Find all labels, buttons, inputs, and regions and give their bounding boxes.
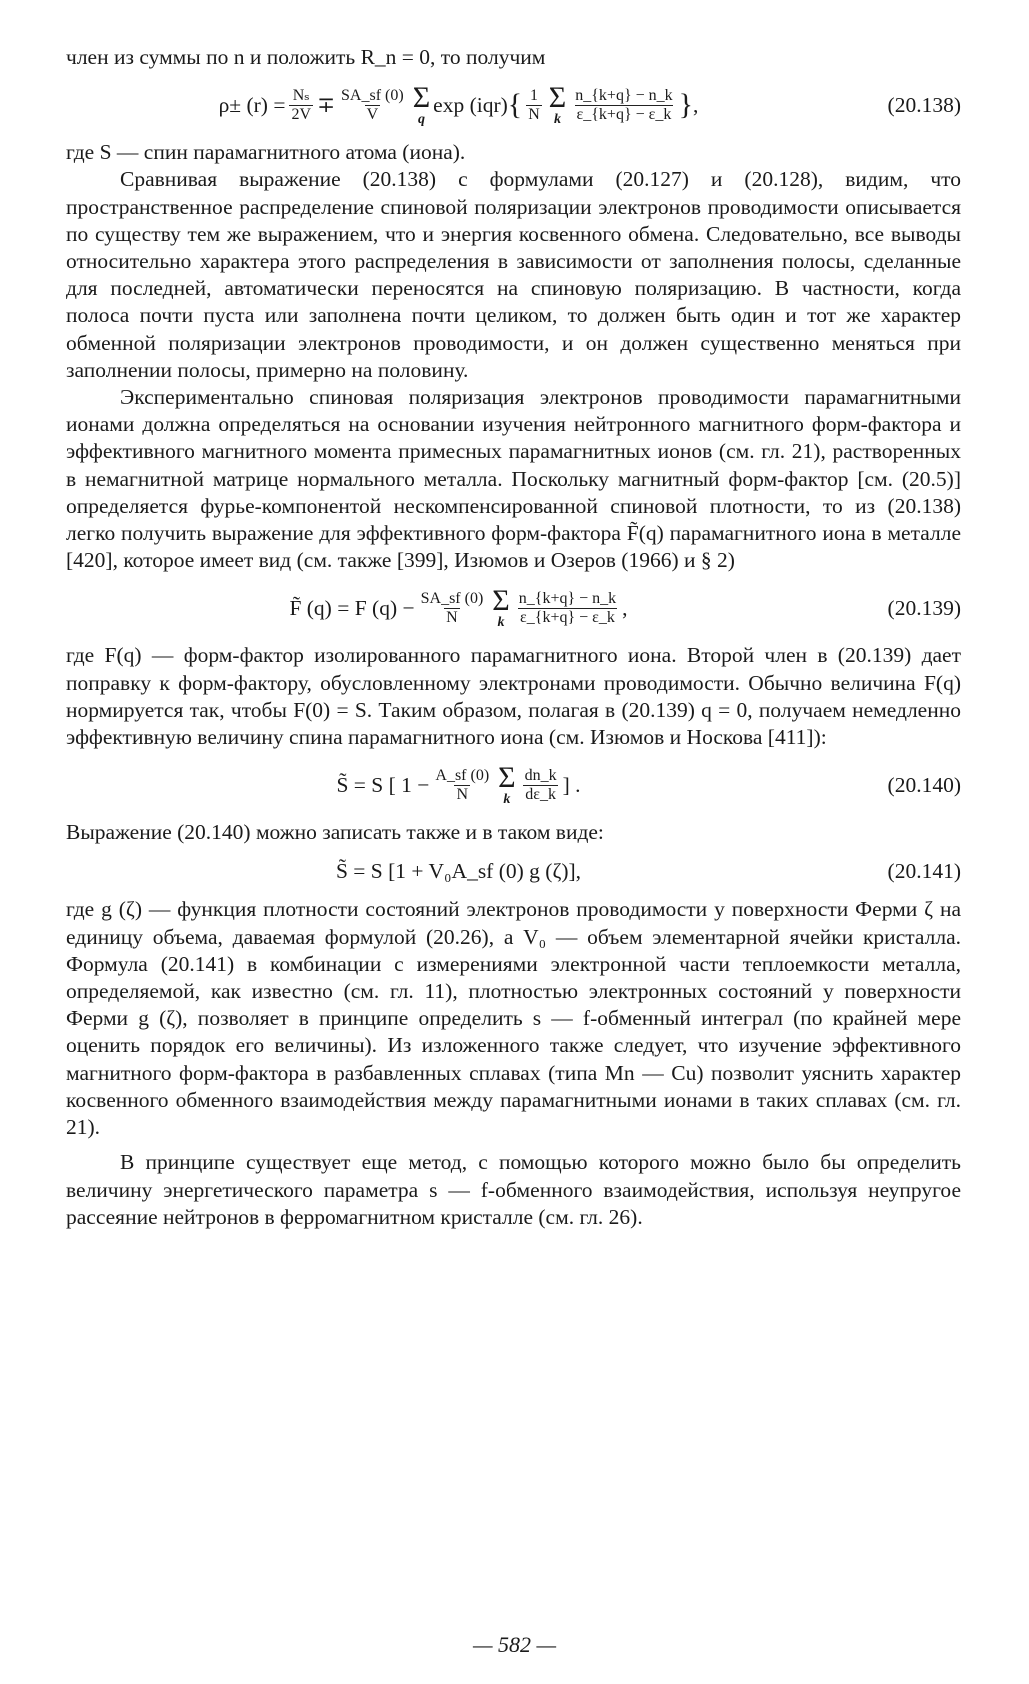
equation-number: (20.139): [887, 595, 961, 620]
fraction: [339, 87, 406, 124]
paragraph: Сравнивая выражение (20.138) с формулами (20.127) и (20.128), видим, что пространственное распределение спиновой поляризации электронов проводимости описывается по существу тем же выражением, что и энергия косвенного обмена. Следовательно, все выводы относительно характера этого распределения в зависимости от заполнения полосы, сделанные для последней, автоматически переносятся на спиновую поляризацию. В частности, когда полоса почти пуста или заполнена почти целиком, то должен быть один и тот же характер обменной поляризации электронов проводимости, и он должен существенно меняться при заполнении полосы, примерно на половину.: [66, 167, 961, 382]
equation-body: S̃ = S [1 + V₀A_sf (0) g (ζ)],: [335, 858, 582, 883]
paragraph: где F(q) — форм-фактор изолированного парамагнитного иона. Второй член в (20.139) дает поправку к форм-фактору, обусловленному электронами проводимости. Обычно величина F(q) нормируется так, чтобы F(0) = S. Таким образом, полагая в (20.139) q = 0, получаем немедленно эффективную величину спина парамагнитного иона (см. Изюмов и Носкова [411]):: [66, 643, 961, 750]
fraction-denominator: V: [366, 105, 379, 123]
equation-20-139: [66, 574, 961, 642]
fraction-numerator: SA_sf (0): [341, 86, 404, 104]
sum-sign: Σ k: [498, 761, 516, 808]
fraction: [573, 87, 674, 124]
fraction-denominator: dε_k: [525, 785, 556, 803]
eq-operator: ∓: [317, 92, 336, 117]
eq-lhs: F̃ (q) = F (q) −: [289, 595, 415, 620]
page-number: — 582 —: [472, 1632, 557, 1657]
fraction: [517, 590, 618, 627]
fraction: [289, 87, 313, 124]
fraction-denominator: N: [446, 608, 458, 626]
fraction-numerator: Nₛ: [292, 86, 310, 104]
eq-lhs: ρ± (r) =: [218, 92, 286, 117]
equation-number: (20.140): [887, 772, 961, 797]
sum-sign: Σ q: [412, 81, 431, 128]
fraction-denominator: 2V: [291, 105, 312, 123]
equation-20-140: [66, 751, 961, 819]
fraction-numerator: A_sf (0): [435, 766, 490, 784]
fraction-denominator: N: [528, 105, 540, 123]
paragraph: В принципе существует еще метод, с помощью которого можно было бы определить величину энергетического параметра s — f-обменного взаимодействия, используя неупругое рассеяние нейтронов в ферромагнитном кристалле (см. гл. 26).: [66, 1150, 961, 1229]
sum-index: q: [417, 112, 425, 128]
equation-body: F̃ (q) = F (q) − $\frac{SA\_sf (0)}{N}$ Σ k $\frac{n\_\{k+q\} - n\_k}{\varepsilon\_\{k+q\} - \varepsilon\_k}$ ,: [289, 584, 628, 631]
fraction-numerator: 1: [529, 86, 538, 104]
fraction-denominator: N: [456, 785, 469, 803]
fraction: [433, 767, 491, 804]
fraction: [526, 87, 542, 124]
equation-body: [66, 763, 851, 807]
paragraph: Экспериментально спиновая поляризация электронов проводимости парамагнитными ионами должна определяться на основании изучения нейтронного магнитного форм-фактора и эффективного магнитного момента примесных парамагнитных ионов (см. гл. 21), растворенных в немагнитной матрице нормального металла. Поскольку магнитный форм-фактор [см. (20.5)] определяется фурье-компонентой нескомпенсированной спиновой плотности, то из (20.138) легко получить выражение для эффективного форм-фактора F̃(q) парамагнитного иона в металле [420], которое имеет вид (см. также [399], Изюмов и Озеров (1966) и § 2): [66, 385, 961, 573]
fraction-denominator: ε_{k+q} − ε_k: [576, 105, 672, 123]
sum-sign: Σ k: [492, 584, 510, 631]
paragraph: где g (ζ) — функция плотности состояний электронов проводимости у поверхности Ферми ζ на единицу объема, даваемая формулой (20.26), а V₀ — объем элементарной ячейки кристалла. Формула (20.141) в комбинации с измерениями электронной части теплоемкости металла, определяемой, как известно (см. гл. 11), плотностью электронных состояний у поверхности Ферми g (ζ), позволяет в принципе определить s — f-обменный интеграл (по крайней мере оценить порядок его величины). Из изложенного также следует, что изучение эффективного магнитного форм-фактора в разбавленных сплавах (типа Mn — Cu) позволит уяснить характер косвенного обменного взаимодействия между парамагнитными ионами в таких сплавах (см. гл. 21).: [66, 897, 961, 1140]
fraction-numerator: n_{k+q} − n_k: [575, 86, 673, 104]
eq-tail: ] .: [562, 772, 581, 797]
sum-index: k: [554, 112, 561, 128]
equation-20-138: [66, 71, 961, 139]
eq-lhs: S̃ = S [ 1 −: [336, 772, 430, 797]
paragraph-line: где S — спин парамагнитного атома (иона).: [66, 140, 466, 165]
sum-index: k: [497, 615, 505, 631]
fraction-numerator: dn_k: [524, 766, 557, 784]
equation-20-141: [66, 846, 961, 896]
equation-body: ρ± (r) = $\frac{\text{Nₛ}}{2V}$ ∓ $\frac{SA\_sf (0)}{V}$ Σ q exp (iqr) { $\frac{1}{N}$ Σ k $\frac{n\_\{k+q\} - n\_k}{\varepsilon\_\{k+q\} - \varepsilon\_k}$ } ,: [218, 81, 699, 128]
fraction: [523, 767, 559, 804]
fraction-numerator: n_{k+q} − n_k: [518, 589, 617, 607]
page-body: [66, 44, 961, 1231]
paragraph: Выражение (20.140) можно записать также и в таком виде:: [66, 820, 604, 845]
sum-sign: Σ k: [548, 81, 567, 128]
fraction-numerator: SA_sf (0): [420, 589, 484, 607]
equation-number: (20.141): [887, 858, 961, 883]
sum-index: k: [503, 792, 511, 808]
equation-number: (20.138): [887, 92, 961, 117]
eq-exp: exp (iqr): [433, 92, 508, 117]
intro-line: член из суммы по n и положить R_n = 0, то получим: [66, 45, 546, 69]
fraction: [419, 590, 486, 627]
fraction-denominator: ε_{k+q} − ε_k: [520, 608, 615, 626]
